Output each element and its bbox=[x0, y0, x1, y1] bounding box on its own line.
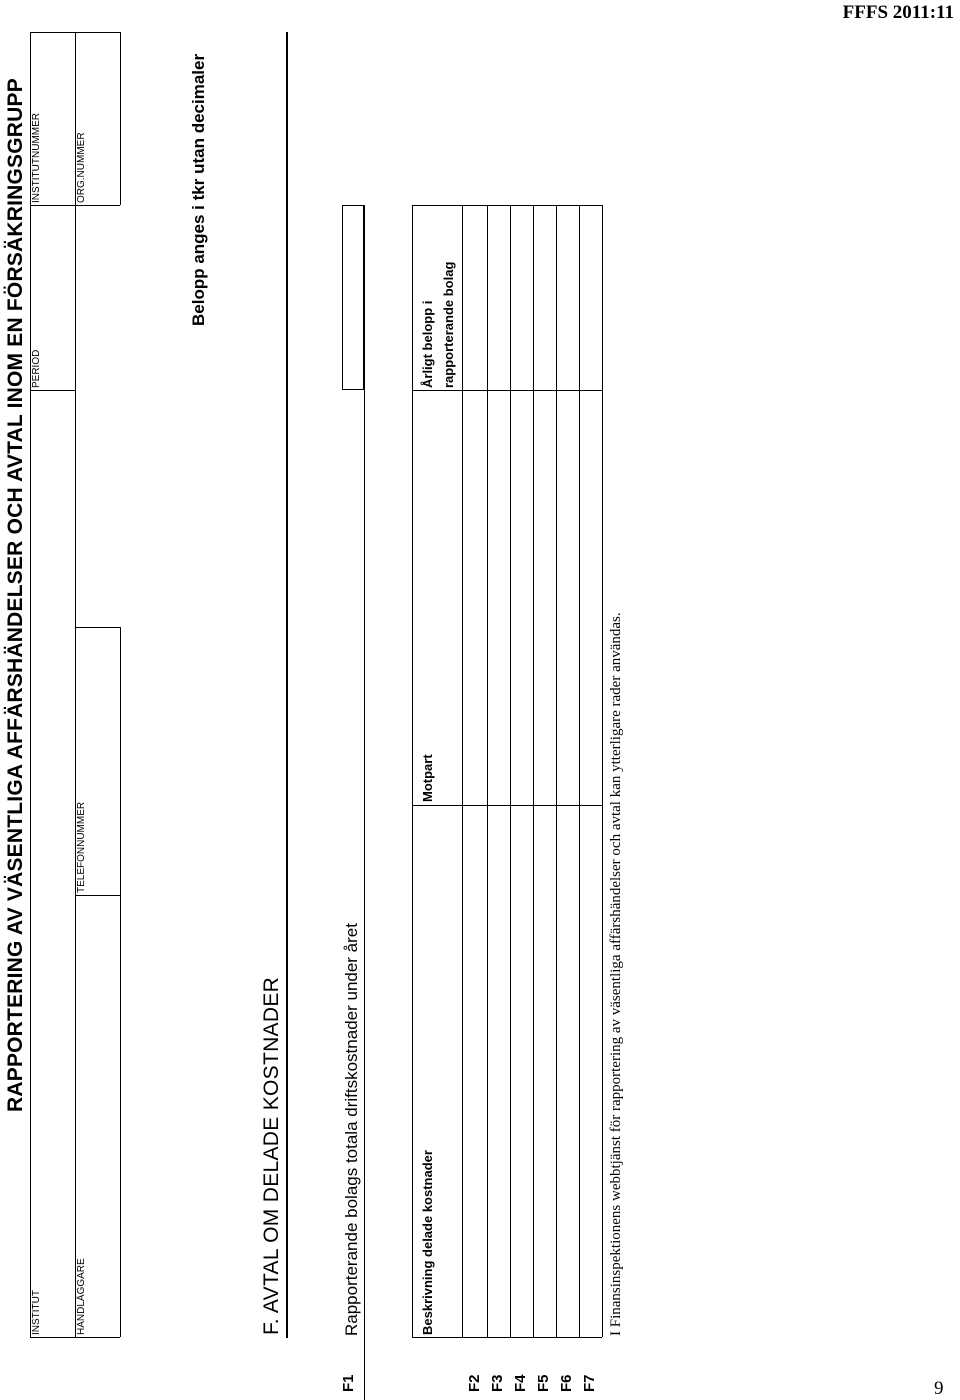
row-code-f4: F4 bbox=[512, 1374, 529, 1392]
institutnummer-label: INSTITUTNUMMER bbox=[31, 113, 42, 203]
row-code-f3: F3 bbox=[489, 1374, 506, 1392]
telefonnummer-label: TELEFONNUMMER bbox=[76, 801, 87, 893]
orgnummer-label: ORG.NUMMER bbox=[76, 132, 87, 203]
row-code-f2: F2 bbox=[466, 1374, 483, 1392]
f1-rule bbox=[364, 205, 365, 1400]
section-title: F. AVTAL OM DELADE KOSTNADER bbox=[260, 976, 283, 1335]
amount-note: Belopp anges i tkr utan decimaler bbox=[189, 53, 208, 326]
page-title: RAPPORTERING AV VÄSENTLIGA AFFÄRSHÄNDELSER OCH AVTAL INOM EN FÖRSÄKRINGSGRUPP bbox=[4, 78, 27, 1112]
column-header-annual-amount-line1: Årligt belopp i bbox=[420, 300, 435, 388]
f1-code: F1 bbox=[340, 1374, 357, 1392]
f1-amount-field[interactable] bbox=[342, 205, 364, 390]
page-number: 9 bbox=[934, 1378, 944, 1399]
institut-label: INSTITUT bbox=[31, 1290, 42, 1335]
row-code-f7: F7 bbox=[581, 1374, 598, 1392]
column-header-description: Beskrivning delade kostnader bbox=[420, 1150, 435, 1335]
column-header-annual-amount-line2: rapporterande bolag bbox=[441, 261, 456, 388]
footer-note: I Finansinspektionens webbtjänst för rapportering av väsentliga affärshändelser och avtal kan ytterligare rader användas. bbox=[608, 612, 624, 1336]
regulation-code: FFFS 2011:11 bbox=[842, 2, 954, 23]
row-code-f5: F5 bbox=[535, 1374, 552, 1392]
f1-text: Rapporterande bolags totala driftskostnader under året bbox=[342, 923, 361, 1336]
column-header-counterparty: Motpart bbox=[420, 754, 435, 802]
section-title-rule bbox=[286, 32, 288, 1338]
row-code-f6: F6 bbox=[558, 1374, 575, 1392]
period-label: PERIOD bbox=[31, 349, 42, 388]
handlaggare-label: HANDLÄGGARE bbox=[76, 1258, 87, 1335]
